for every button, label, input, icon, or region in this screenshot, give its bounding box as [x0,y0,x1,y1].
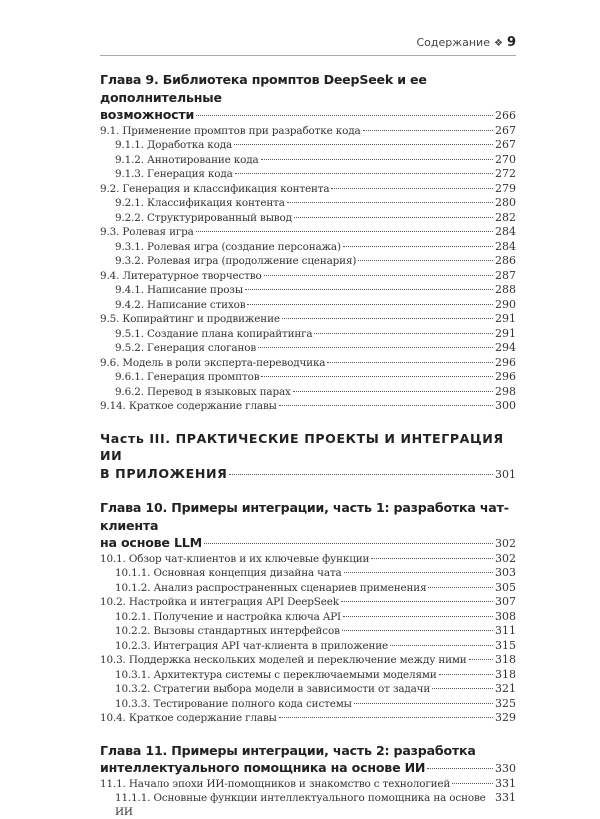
toc-entry[interactable] [100,269,516,284]
dot-leader [264,275,493,276]
page-number: 9 [506,35,516,50]
dot-leader [235,173,493,174]
toc-entry[interactable] [100,283,516,298]
dot-leader [247,304,493,305]
toc-entry-page: 284 [495,239,516,253]
dot-leader [196,231,493,232]
toc-entry-page: 294 [495,341,516,354]
toc-entry-page: 291 [495,326,516,340]
dot-leader [343,616,493,617]
dot-leader [358,260,493,261]
chapter-heading[interactable] [100,742,516,778]
toc-entry-page: 287 [495,268,516,282]
toc-entry-title: 10.3.2. Стратегии выбора модели в зависимости от задачи [115,683,431,695]
dot-leader [282,318,493,319]
heading-line: на основе LLM [100,535,202,550]
dot-leader [293,391,493,392]
toc-entry-title: 11.1.1. Основные функции интеллектуального помощника на основе ИИ [115,792,486,818]
toc-entry[interactable] [100,153,516,168]
toc-entry-title: 9.3.2. Ролевая игра (продолжение сценария) [115,255,357,267]
toc-entry-title: 9.2. Генерация и классификация контента [100,182,330,195]
toc-entry-page: 315 [495,638,516,652]
toc-entry-title: 10.3. Поддержка нескольких моделей и переключение между ними [100,654,467,666]
toc-entry[interactable] [100,711,516,726]
toc-entry-page: 284 [495,225,516,238]
dot-leader [245,289,493,290]
dot-leader [390,645,493,646]
toc-entry-page: 296 [495,370,516,383]
toc-entry-page: 286 [495,254,516,267]
toc-entry[interactable] [100,595,516,610]
dot-leader [469,659,493,660]
dot-leader [371,558,493,559]
heading-page: 330 [495,762,516,775]
dot-leader [261,159,493,160]
heading-line: возможности [100,107,195,122]
toc-entry-page: 282 [495,210,516,224]
toc-entry-title: 10.4. Краткое содержание главы [100,712,277,724]
toc-entry[interactable] [100,399,516,414]
heading-line: Часть III. ПРАКТИЧЕСКИЕ ПРОЕКТЫ И ИНТЕГРАЦИЯ ИИ [100,430,504,463]
toc-entry-title: 9.2.2. Структурированный вывод [115,211,292,224]
heading-line: Глава 9. Библиотека промптов DeepSeek и ее дополнительные [100,72,427,105]
running-header-section: Содержание [416,36,490,49]
toc-entry-title: 10.3.3. Тестирование полного кода системы [115,697,352,710]
dot-leader [432,688,493,689]
toc-entry[interactable] [100,240,516,255]
heading-line: Глава 11. Примеры интеграции, часть 2: разработка [100,742,476,758]
dot-leader [258,347,493,348]
dot-leader [363,130,494,131]
heading-line: интеллектуального помощника на основе ИИ [100,760,426,775]
dot-leader [287,202,493,203]
toc-entry-page: 308 [495,609,516,623]
running-header [100,35,516,50]
dot-leader [331,188,493,189]
toc-entry-page: 329 [495,711,516,724]
toc-entry-title: 9.5.2. Генерация слоганов [115,342,257,354]
toc-entry[interactable] [100,653,516,668]
chapter-heading[interactable] [100,71,516,125]
toc-entry-title: 10.1.1. Основная концепция дизайна чата [115,567,342,579]
toc-entry-page: 267 [495,123,516,137]
toc-entry-page: 325 [495,696,516,710]
toc-entry-page: 303 [495,566,516,579]
toc-entry[interactable] [100,211,516,226]
toc-entry[interactable] [100,552,516,567]
dot-leader [294,217,493,218]
toc-entry-page: 318 [495,653,516,666]
toc-entry-page: 296 [495,355,516,369]
toc-entry-page: 318 [495,667,516,681]
dot-leader [229,474,493,475]
toc-entry-page: 270 [495,152,516,166]
toc-entry[interactable] [100,167,516,182]
heading-line: Глава 10. Примеры интеграции, часть 1: разработка чат-клиента [100,500,509,533]
toc-entry[interactable] [100,697,516,712]
toc-entry-title: 10.1.2. Анализ распространенных сценариев применения [115,581,427,594]
dot-leader [327,362,493,363]
toc-entry-page: 305 [495,580,516,594]
toc-entry[interactable] [100,196,516,211]
toc-entry[interactable] [100,225,516,240]
toc-entry-title: 9.1.1. Доработка кода [115,139,233,151]
toc-entry-page: 311 [495,624,516,637]
toc-entry[interactable] [100,385,516,400]
toc-entry[interactable] [100,639,516,654]
toc-entry-title: 9.5.1. Создание плана копирайтинга [115,327,313,340]
dot-leader [261,376,493,377]
toc-entry[interactable] [100,312,516,327]
toc-entry[interactable] [100,566,516,581]
toc-entry-title: 10.2.3. Интеграция API чат-клиента в приложение [115,639,389,652]
toc-entry-title: 9.4.2. Написание стихов [115,298,246,311]
dot-leader [342,630,493,631]
toc-entry-title: 9.3.1. Ролевая игра (создание персонажа) [115,240,341,253]
dot-leader [343,246,493,247]
toc-entry[interactable] [100,791,516,819]
toc-entry-page: 267 [495,138,516,151]
dot-leader [279,405,493,406]
toc-entry[interactable] [100,356,516,371]
heading-page: 301 [495,467,516,481]
toc-entry-title: 9.14. Краткое содержание главы [100,400,277,412]
toc-entry[interactable] [100,370,516,385]
toc-entry[interactable] [100,624,516,639]
toc-entry-title: 9.6.1. Генерация промптов [115,371,260,383]
toc-entry-title: 9.1. Применение промптов при разработке кода [100,124,361,137]
toc-entry[interactable] [100,254,516,269]
chapter-heading[interactable] [100,499,516,553]
dot-leader [354,703,493,704]
toc-entry-title: 10.2.1. Получение и настройка ключа API [115,610,342,623]
toc-entry-title: 9.1.2. Аннотирование кода [115,153,259,166]
toc-entry[interactable] [100,138,516,153]
toc-entry-title: 9.2.1. Классификация контента [115,197,285,209]
dot-leader [341,601,493,602]
toc-entry[interactable] [100,668,516,683]
toc-entry[interactable] [100,327,516,342]
heading-page: 302 [495,537,516,550]
toc-entry-title: 9.5. Копирайтинг и продвижение [100,313,280,325]
toc-entry[interactable] [100,182,516,197]
toc-entry-page: 302 [495,551,516,565]
toc-entry[interactable] [100,610,516,625]
toc-entry-title: 10.1. Обзор чат-клиентов и их ключевые функции [100,552,370,565]
toc-entry-page: 279 [495,181,516,195]
toc-entry-page: 291 [495,312,516,325]
dot-leader [234,144,493,145]
part-heading[interactable] [100,430,516,484]
toc-entry-title: 9.6. Модель в роли эксперта-переводчика [100,356,326,369]
dot-leader [452,783,493,784]
heading-page: 266 [495,109,516,122]
dot-leader [196,115,493,116]
toc-entry-page: 288 [495,283,516,296]
toc-entry-title: 9.1.3. Генерация кода [115,168,233,180]
toc-entry-page: 280 [495,196,516,209]
ornament-icon: ❖ [493,38,503,49]
toc-entry-page: 300 [495,399,516,412]
dot-leader [204,543,493,544]
dot-leader [428,587,493,588]
toc-entry-title: 10.2. Настройка и интеграция API DeepSeek [100,596,339,608]
toc-entry-title: 11.1. Начало эпохи ИИ-помощников и знакомство с технологией [100,777,451,790]
toc-entry-title: 10.2.2. Вызовы стандартных интерфейсов [115,625,340,637]
dot-leader [314,333,493,334]
toc-entry-page: 290 [495,297,516,311]
heading-line: В ПРИЛОЖЕНИЯ [100,465,228,481]
toc-entry[interactable] [100,341,516,356]
toc-entry-title: 9.6.2. Перевод в языковых парах [115,385,291,398]
toc-entry-page: 307 [495,595,516,608]
dot-leader [279,717,493,718]
table-of-contents [100,55,516,819]
toc-entry-title: 9.4. Литературное творчество [100,269,262,282]
dot-leader [427,768,493,769]
toc-entry[interactable] [100,124,516,139]
toc-entry-page: 331 [495,791,516,804]
toc-entry[interactable] [100,581,516,596]
toc-entry-page: 321 [495,682,516,695]
toc-entry[interactable] [100,298,516,313]
dot-leader [344,572,493,573]
toc-entry-page: 298 [495,384,516,398]
toc-entry-title: 10.3.1. Архитектура системы с переключаемыми моделями [115,668,437,681]
toc-entry-title: 9.3. Ролевая игра [100,226,194,238]
toc-entry[interactable] [100,682,516,697]
dot-leader [439,674,493,675]
toc-entry[interactable] [100,777,516,792]
toc-entry-page: 331 [495,776,516,790]
toc-entry-title: 9.4.1. Написание прозы [115,284,243,296]
toc-entry-page: 272 [495,167,516,180]
